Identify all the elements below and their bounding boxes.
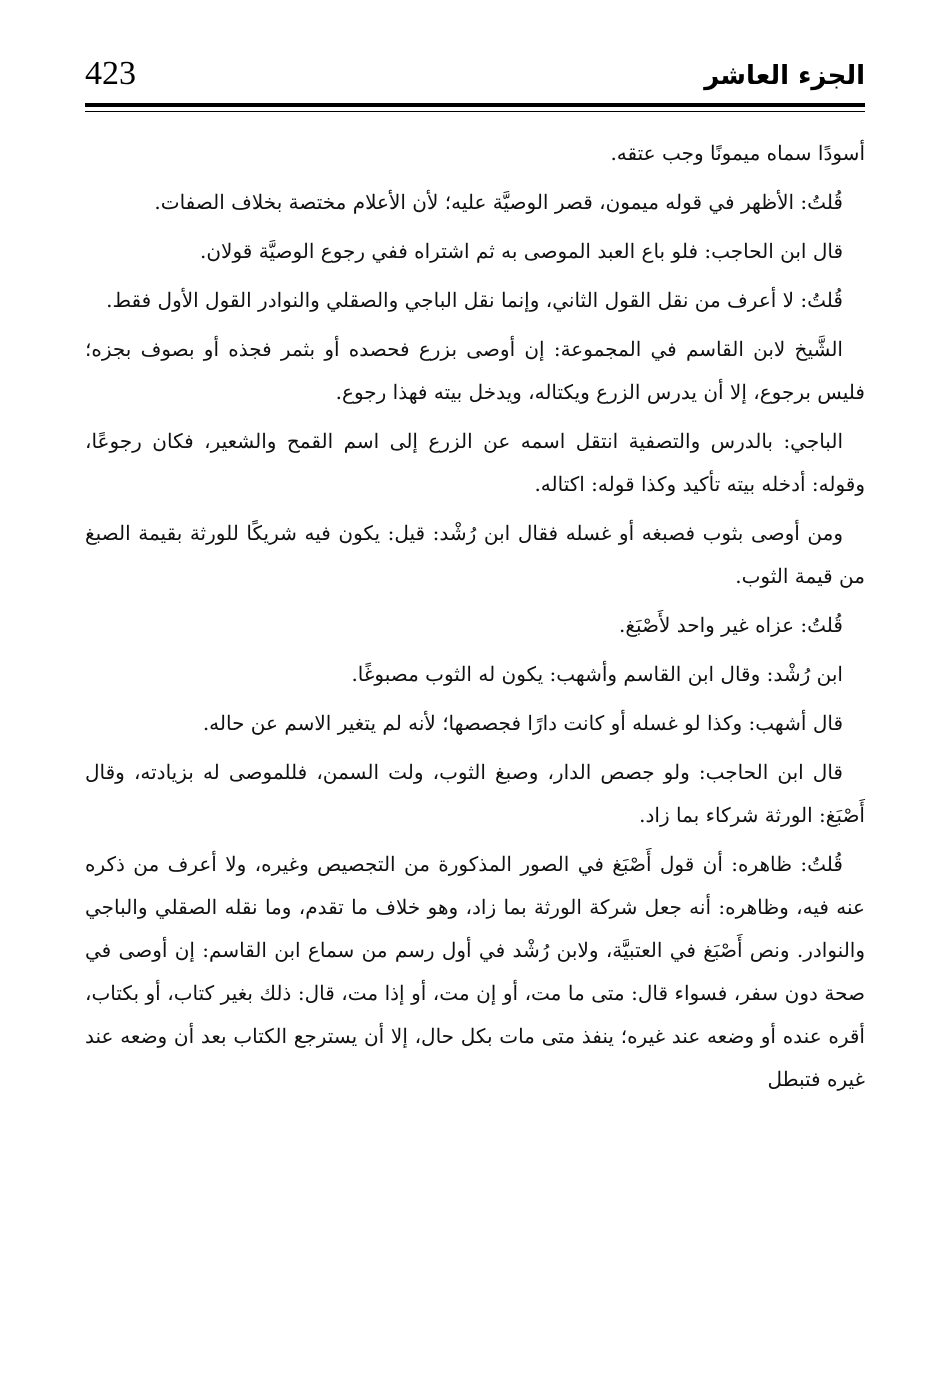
paragraph: ومن أوصى بثوب فصبغه أو غسله فقال ابن رُشْد: قيل: يكون فيه شريكًا للورثة بقيمة الصبغ من قيمة الثوب. xyxy=(85,521,865,588)
running-title: الجزء العاشر xyxy=(704,61,865,91)
paragraph: قُلتُ: عزاه غير واحد لأَصْبَغ. xyxy=(618,613,843,637)
paragraph: قال ابن الحاجب: فلو باع العبد الموصى به ثم اشتراه ففي رجوع الوصيَّة قولان. xyxy=(200,239,843,263)
paragraph: قُلتُ: لا أعرف من نقل القول الثاني، وإنما نقل الباجي والصقلي والنوادر القول الأول فقط. xyxy=(106,288,843,312)
paragraph: ابن رُشْد: وقال ابن القاسم وأشهب: يكون له الثوب مصبوغًا. xyxy=(351,662,843,686)
paragraph: قُلتُ: ظاهره: أن قول أَصْبَغ في الصور المذكورة من التجصيص وغيره، ولا أعرف من ذكره عنه فيه، وظاهره: أنه جعل شركة الورثة بما زاد، وهو خلاف ما تقدم، وما نقله الصقلي والباجي والنوادر. ونص أَصْبَغ في العتبيَّة، ولابن رُشْد في أول رسم من سماع ابن القاسم: إن أوصى في صحة دون سفر، فسواء قال: متى ما مت، أو إن مت، أو إذا مت، قال: ذلك بغير كتاب، أو بكتاب، أقره عنده أو وضعه عند غيره؛ ينفذ متى مات بكل حال، إلا أن يسترجع الكتاب بعد أن وضعه عند غيره فتبطل xyxy=(85,852,865,1091)
body-text xyxy=(85,132,865,1107)
paragraph: الشَّيخ لابن القاسم في المجموعة: إن أوصى بزرع فحصده أو بثمر فجذه أو بصوف بجزه؛ فليس برجوع، إلا أن يدرس الزرع ويكتاله، ويدخل بيته فهذا رجوع. xyxy=(85,337,865,404)
header-rule-thin xyxy=(85,111,865,112)
page-number: 423 xyxy=(85,55,136,92)
paragraph: قال ابن الحاجب: ولو جصص الدار، وصبغ الثوب، ولت السمن، فللموصى له بزيادته، وقال أَصْبَغ: الورثة شركاء بما زاد. xyxy=(85,760,865,827)
paragraph: قُلتُ: الأظهر في قوله ميمون، قصر الوصيَّة عليه؛ لأن الأعلام مختصة بخلاف الصفات. xyxy=(154,190,843,214)
header-rule-thick xyxy=(85,103,865,107)
paragraph: الباجي: بالدرس والتصفية انتقل اسمه عن الزرع إلى اسم القمح والشعير، فكان رجوعًا، وقوله: أدخله بيته تأكيد وكذا قوله: اكتاله. xyxy=(85,429,865,496)
paragraph: أسودًا سماه ميمونًا وجب عتقه. xyxy=(610,141,865,165)
paragraph: قال أشهب: وكذا لو غسله أو كانت دارًا فجصصها؛ لأنه لم يتغير الاسم عن حاله. xyxy=(202,711,843,735)
